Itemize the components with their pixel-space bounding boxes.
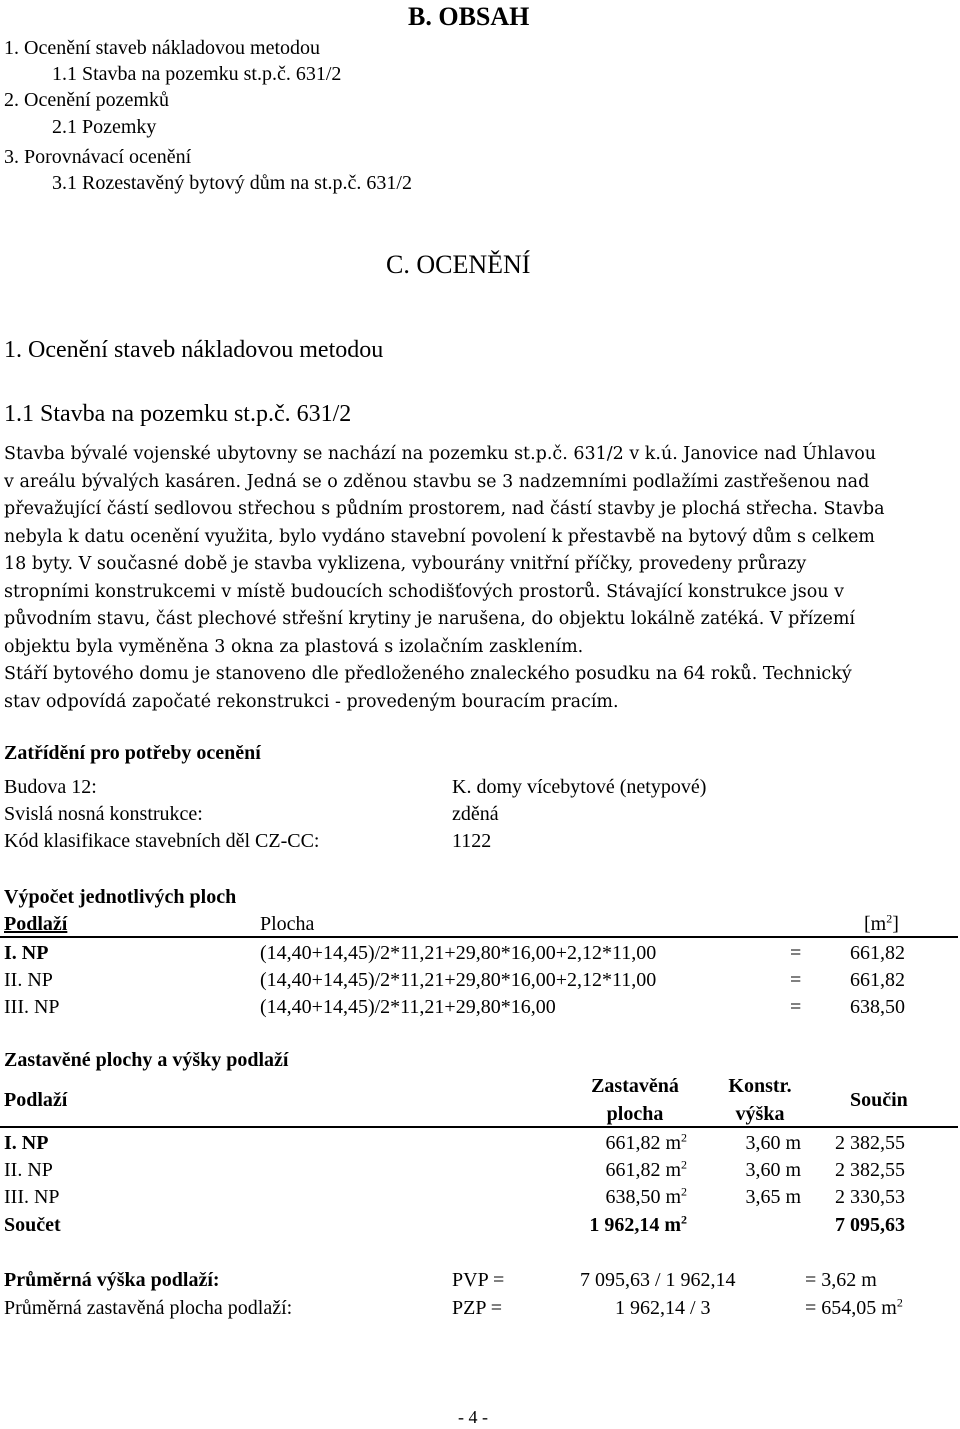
table-rule <box>0 936 958 938</box>
average-area-result: = 654,05 $m^2$ <box>805 1295 903 1319</box>
toc-item: 2.1 Pozemky <box>52 116 157 138</box>
areas-row-floor: I. NP <box>4 942 49 964</box>
built-row-floor: II. NP <box>4 1159 53 1181</box>
areas-heading: Výpočet jednotlivých ploch <box>4 886 237 908</box>
contents-heading: B. OBSAH <box>408 2 530 31</box>
built-row-area: 661,82 $m^2$ <box>605 1130 687 1154</box>
description-line: stropními konstrukcemi v místě budoucích schodišťových prostorů. Stávající konstrukce jsou v <box>4 581 844 602</box>
areas-row-eq: = <box>790 969 802 991</box>
built-row-product: 2 382,55 <box>835 1132 905 1154</box>
average-area-label: Průměrná zastavěná plocha podlaží: <box>4 1297 293 1319</box>
section-title: 1. Ocenění staveb nákladovou metodou <box>4 337 384 363</box>
toc-item: 1. Ocenění staveb nákladovou metodou <box>4 37 321 59</box>
description-line: nebyla k datu ocenění využita, bylo vydáno stavební povolení k přestavbě na bytový dům s celkem <box>4 526 875 547</box>
toc-item: 3.1 Rozestavěný bytový dům na st.p.č. 631/2 <box>52 172 412 194</box>
average-height-calc: 7 095,63 / 1 962,14 <box>580 1269 736 1291</box>
built-row-area: 638,50 $m^2$ <box>605 1184 687 1208</box>
built-row-height: 3,60 m <box>745 1159 801 1181</box>
built-col-area: plocha <box>606 1103 664 1125</box>
built-heading: Zastavěné plochy a výšky podlaží <box>4 1049 289 1071</box>
areas-row-value: 638,50 <box>850 996 905 1018</box>
description-paragraph <box>4 441 952 716</box>
built-col-height: Konstr. <box>728 1075 792 1097</box>
built-col-product: Součin <box>850 1089 908 1111</box>
classification-value: zděná <box>452 803 499 825</box>
built-row-height: 3,60 m <box>745 1132 801 1154</box>
average-area-calc: 1 962,14 / 3 <box>615 1297 711 1319</box>
description-line: 18 byty. V současné době je stavba vyklizena, vybourány vnitřní příčky, provedeny průrazy <box>4 554 807 574</box>
average-area-abbr: PZP = <box>452 1297 502 1319</box>
areas-row-eq: = <box>790 942 802 964</box>
classification-label: Svislá nosná konstrukce: <box>4 803 203 825</box>
average-height-abbr: PVP = <box>452 1269 505 1291</box>
areas-row-value: 661,82 <box>850 969 905 991</box>
areas-row-formula: (14,40+14,45)/2*11,21+29,80*16,00 <box>260 996 556 1018</box>
toc-item: 2. Ocenění pozemků <box>4 89 169 111</box>
areas-col-area: Plocha <box>260 913 315 935</box>
subsection-title: 1.1 Stavba na pozemku st.p.č. 631/2 <box>4 401 352 427</box>
classification-label: Kód klasifikace stavebních děl CZ-CC: <box>4 830 320 852</box>
areas-col-floor: Podlaží <box>4 913 68 935</box>
built-row-product: 2 330,53 <box>835 1186 905 1208</box>
built-row-floor: I. NP <box>4 1132 49 1154</box>
areas-row-formula: (14,40+14,45)/2*11,21+29,80*16,00+2,12*11,00 <box>260 969 657 991</box>
classification-label: Budova 12: <box>4 776 97 798</box>
description-line: v areálu bývalých kasáren. Jedná se o zděnou stavbu se 3 nadzemními podlažími zastřešenou nad <box>4 471 870 492</box>
built-row-product: 2 382,55 <box>835 1159 905 1181</box>
description-line: Stáří bytového domu je stanoveno dle předloženého znaleckého posudku na 64 roků. Technický <box>4 664 852 684</box>
built-col-height: výška <box>735 1103 785 1125</box>
toc-item: 1.1 Stavba na pozemku st.p.č. 631/2 <box>52 63 342 85</box>
classification-value: 1122 <box>452 830 492 852</box>
built-row-floor: III. NP <box>4 1186 60 1208</box>
built-row-area: 661,82 $m^2$ <box>605 1157 687 1181</box>
description-line: stav odpovídá započaté rekonstrukci - provedeným bouracím pracím. <box>4 691 619 712</box>
description-line: převažující částí sedlovou střechou s půdním prostorem, nad částí stavby je plochá střecha. Stavba <box>4 499 885 519</box>
toc-item: 3. Porovnávací ocenění <box>4 146 192 168</box>
page-number: - 4 - <box>458 1407 488 1427</box>
average-height-label: Průměrná výška podlaží: <box>4 1269 220 1291</box>
valuation-heading: C. OCENĚNÍ <box>386 250 531 279</box>
average-height-result: = 3,62 m <box>805 1269 877 1291</box>
areas-row-eq: = <box>790 996 802 1018</box>
areas-row-floor: III. NP <box>4 996 60 1018</box>
description-line: původním stavu, část plechové střešní krytiny je narušena, do objektu lokálně zatéká. V přízemí <box>4 609 856 629</box>
classification-heading: Zatřídění pro potřeby ocenění <box>4 742 261 764</box>
description-line: objektu byla vyměněna 3 okna za plastová s izolačním zasklením. <box>4 636 584 657</box>
built-total-product: 7 095,63 <box>835 1214 905 1236</box>
built-col-area: Zastavěná <box>591 1075 679 1097</box>
table-rule <box>0 1126 958 1128</box>
classification-value: K. domy vícebytové (netypové) <box>452 776 707 798</box>
description-line: Stavba bývalé vojenské ubytovny se nachází na pozemku st.p.č. 631/2 v k.ú. Janovice nad Úhlavou <box>4 444 877 464</box>
areas-col-unit: $[m^2]$ <box>864 911 899 935</box>
areas-row-formula: (14,40+14,45)/2*11,21+29,80*16,00+2,12*11,00 <box>260 942 657 964</box>
areas-row-value: 661,82 <box>850 942 905 964</box>
built-total-area: 1 962,14 $m^2$ <box>589 1212 687 1236</box>
built-col-floor: Podlaží <box>4 1089 68 1111</box>
built-row-height: 3,65 m <box>745 1186 801 1208</box>
built-total-label: Součet <box>4 1214 61 1236</box>
areas-row-floor: II. NP <box>4 969 53 991</box>
